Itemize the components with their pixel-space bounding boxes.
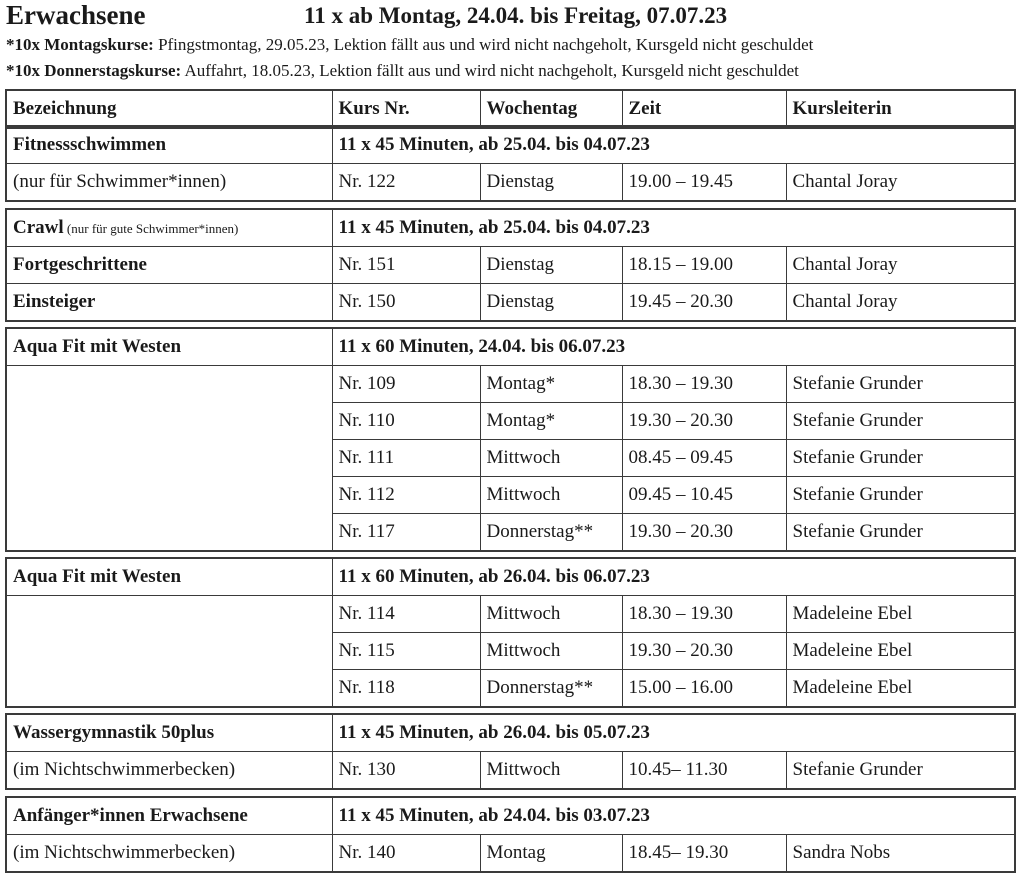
column-header-table	[5, 89, 1016, 129]
course-leader: Stefanie Grunder	[786, 752, 1015, 790]
column-header: Wochentag	[480, 90, 622, 128]
course-weekday: Donnerstag**	[480, 514, 622, 552]
course-time: 18.30 – 19.30	[622, 596, 786, 633]
course-name: Anfänger*innen Erwachsene	[13, 805, 248, 826]
course-name-cell	[6, 558, 332, 596]
course-sub-label: Fortgeschrittene	[6, 247, 332, 284]
course-name-cell	[6, 797, 332, 835]
course-number: Nr. 115	[332, 633, 480, 670]
course-name: Aqua Fit mit Westen	[13, 336, 182, 357]
course-number: Nr. 118	[332, 670, 480, 708]
course-weekday: Mittwoch	[480, 633, 622, 670]
course-weekday: Montag	[480, 835, 622, 873]
course-name-cell	[6, 209, 332, 247]
course-weekday: Montag*	[480, 366, 622, 403]
course-leader: Madeleine Ebel	[786, 670, 1015, 708]
course-weekday: Donnerstag**	[480, 670, 622, 708]
course-number: Nr. 112	[332, 477, 480, 514]
course-time: 19.30 – 20.30	[622, 403, 786, 440]
course-weekday: Dienstag	[480, 247, 622, 284]
course-number: Nr. 140	[332, 835, 480, 873]
note-monday-text: Pfingstmontag, 29.05.23, Lektion fällt aus und wird nicht nachgeholt, Kursgeld nicht geschuldet	[153, 35, 814, 54]
course-group	[5, 208, 1016, 322]
course-period: 11 x 60 Minuten, ab 26.04. bis 06.07.23	[332, 558, 1015, 596]
course-leader: Sandra Nobs	[786, 835, 1015, 873]
course-leader: Madeleine Ebel	[786, 596, 1015, 633]
course-leader: Stefanie Grunder	[786, 514, 1015, 552]
course-time: 08.45 – 09.45	[622, 440, 786, 477]
course-group-header	[6, 797, 1015, 835]
column-header-row	[6, 90, 1015, 128]
course-number: Nr. 130	[332, 752, 480, 790]
course-group-header	[6, 558, 1015, 596]
course-group-header	[6, 328, 1015, 366]
course-number: Nr. 110	[332, 403, 480, 440]
course-row	[6, 247, 1015, 284]
course-weekday: Dienstag	[480, 284, 622, 322]
course-row	[6, 164, 1015, 202]
course-weekday: Mittwoch	[480, 440, 622, 477]
course-group	[5, 557, 1016, 708]
course-number: Nr. 109	[332, 366, 480, 403]
note-monday-label: *10x Montagskurse:	[6, 35, 154, 54]
course-weekday: Mittwoch	[480, 596, 622, 633]
course-period: 11 x 45 Minuten, ab 25.04. bis 04.07.23	[332, 126, 1015, 164]
note-thursday-label: *10x Donnerstagskurse:	[6, 61, 182, 80]
course-sub-label: (im Nichtschwimmerbecken)	[6, 835, 332, 873]
course-number: Nr. 150	[332, 284, 480, 322]
course-group	[5, 125, 1016, 202]
course-group	[5, 327, 1016, 552]
course-time: 18.45– 19.30	[622, 835, 786, 873]
course-weekday: Mittwoch	[480, 477, 622, 514]
note-thursday	[4, 58, 1020, 84]
course-name-cell	[6, 126, 332, 164]
column-header: Bezeichnung	[6, 90, 332, 128]
course-name: Fitnessschwimmen	[13, 134, 167, 155]
course-period: 11 x 45 Minuten, ab 25.04. bis 04.07.23	[332, 209, 1015, 247]
column-header: Kursleiterin	[786, 90, 1015, 128]
page-header	[4, 0, 1020, 84]
course-number: Nr. 122	[332, 164, 480, 202]
course-weekday: Montag*	[480, 403, 622, 440]
course-time: 15.00 – 16.00	[622, 670, 786, 708]
course-number: Nr. 111	[332, 440, 480, 477]
course-name-cell	[6, 328, 332, 366]
course-group-header	[6, 714, 1015, 752]
page-subtitle: 11 x ab Montag, 24.04. bis Freitag, 07.07.23	[304, 3, 728, 28]
course-number: Nr. 114	[332, 596, 480, 633]
course-time: 19.30 – 20.30	[622, 633, 786, 670]
course-sub-label: (im Nichtschwimmerbecken)	[6, 752, 332, 790]
course-leader: Madeleine Ebel	[786, 633, 1015, 670]
course-sub-label: Einsteiger	[6, 284, 332, 322]
course-name: Wassergymnastik 50plus	[13, 722, 215, 743]
column-header: Kurs Nr.	[332, 90, 480, 128]
course-leader: Stefanie Grunder	[786, 440, 1015, 477]
note-monday	[4, 32, 1020, 58]
course-period: 11 x 60 Minuten, 24.04. bis 06.07.23	[332, 328, 1015, 366]
course-leader: Chantal Joray	[786, 284, 1015, 322]
empty-label-cell	[6, 366, 332, 552]
course-time: 18.15 – 19.00	[622, 247, 786, 284]
course-row	[6, 752, 1015, 790]
course-group	[5, 713, 1016, 790]
column-header: Zeit	[622, 90, 786, 128]
note-thursday-text: Auffahrt, 18.05.23, Lektion fällt aus und wird nicht nachgeholt, Kursgeld nicht geschuldet	[181, 61, 799, 80]
course-weekday: Dienstag	[480, 164, 622, 202]
course-note: (nur für gute Schwimmer*innen)	[63, 221, 239, 236]
course-number: Nr. 151	[332, 247, 480, 284]
course-sub-label: (nur für Schwimmer*innen)	[6, 164, 332, 202]
course-number: Nr. 117	[332, 514, 480, 552]
page-title: Erwachsene	[6, 0, 146, 30]
course-name: Aqua Fit mit Westen	[13, 566, 182, 587]
course-leader: Chantal Joray	[786, 247, 1015, 284]
course-time: 19.30 – 20.30	[622, 514, 786, 552]
course-group-header	[6, 209, 1015, 247]
course-period: 11 x 45 Minuten, ab 24.04. bis 03.07.23	[332, 797, 1015, 835]
course-name: Crawl	[13, 217, 64, 238]
course-time: 18.30 – 19.30	[622, 366, 786, 403]
course-group-header	[6, 126, 1015, 164]
course-time: 19.45 – 20.30	[622, 284, 786, 322]
course-period: 11 x 45 Minuten, ab 26.04. bis 05.07.23	[332, 714, 1015, 752]
course-row	[6, 596, 1015, 633]
course-group	[5, 796, 1016, 873]
course-leader: Chantal Joray	[786, 164, 1015, 202]
course-leader: Stefanie Grunder	[786, 366, 1015, 403]
course-time: 19.00 – 19.45	[622, 164, 786, 202]
course-time: 10.45– 11.30	[622, 752, 786, 790]
course-row	[6, 835, 1015, 873]
course-row	[6, 366, 1015, 403]
course-leader: Stefanie Grunder	[786, 403, 1015, 440]
course-row	[6, 284, 1015, 322]
course-name-cell	[6, 714, 332, 752]
course-leader: Stefanie Grunder	[786, 477, 1015, 514]
course-weekday: Mittwoch	[480, 752, 622, 790]
empty-label-cell	[6, 596, 332, 708]
course-time: 09.45 – 10.45	[622, 477, 786, 514]
